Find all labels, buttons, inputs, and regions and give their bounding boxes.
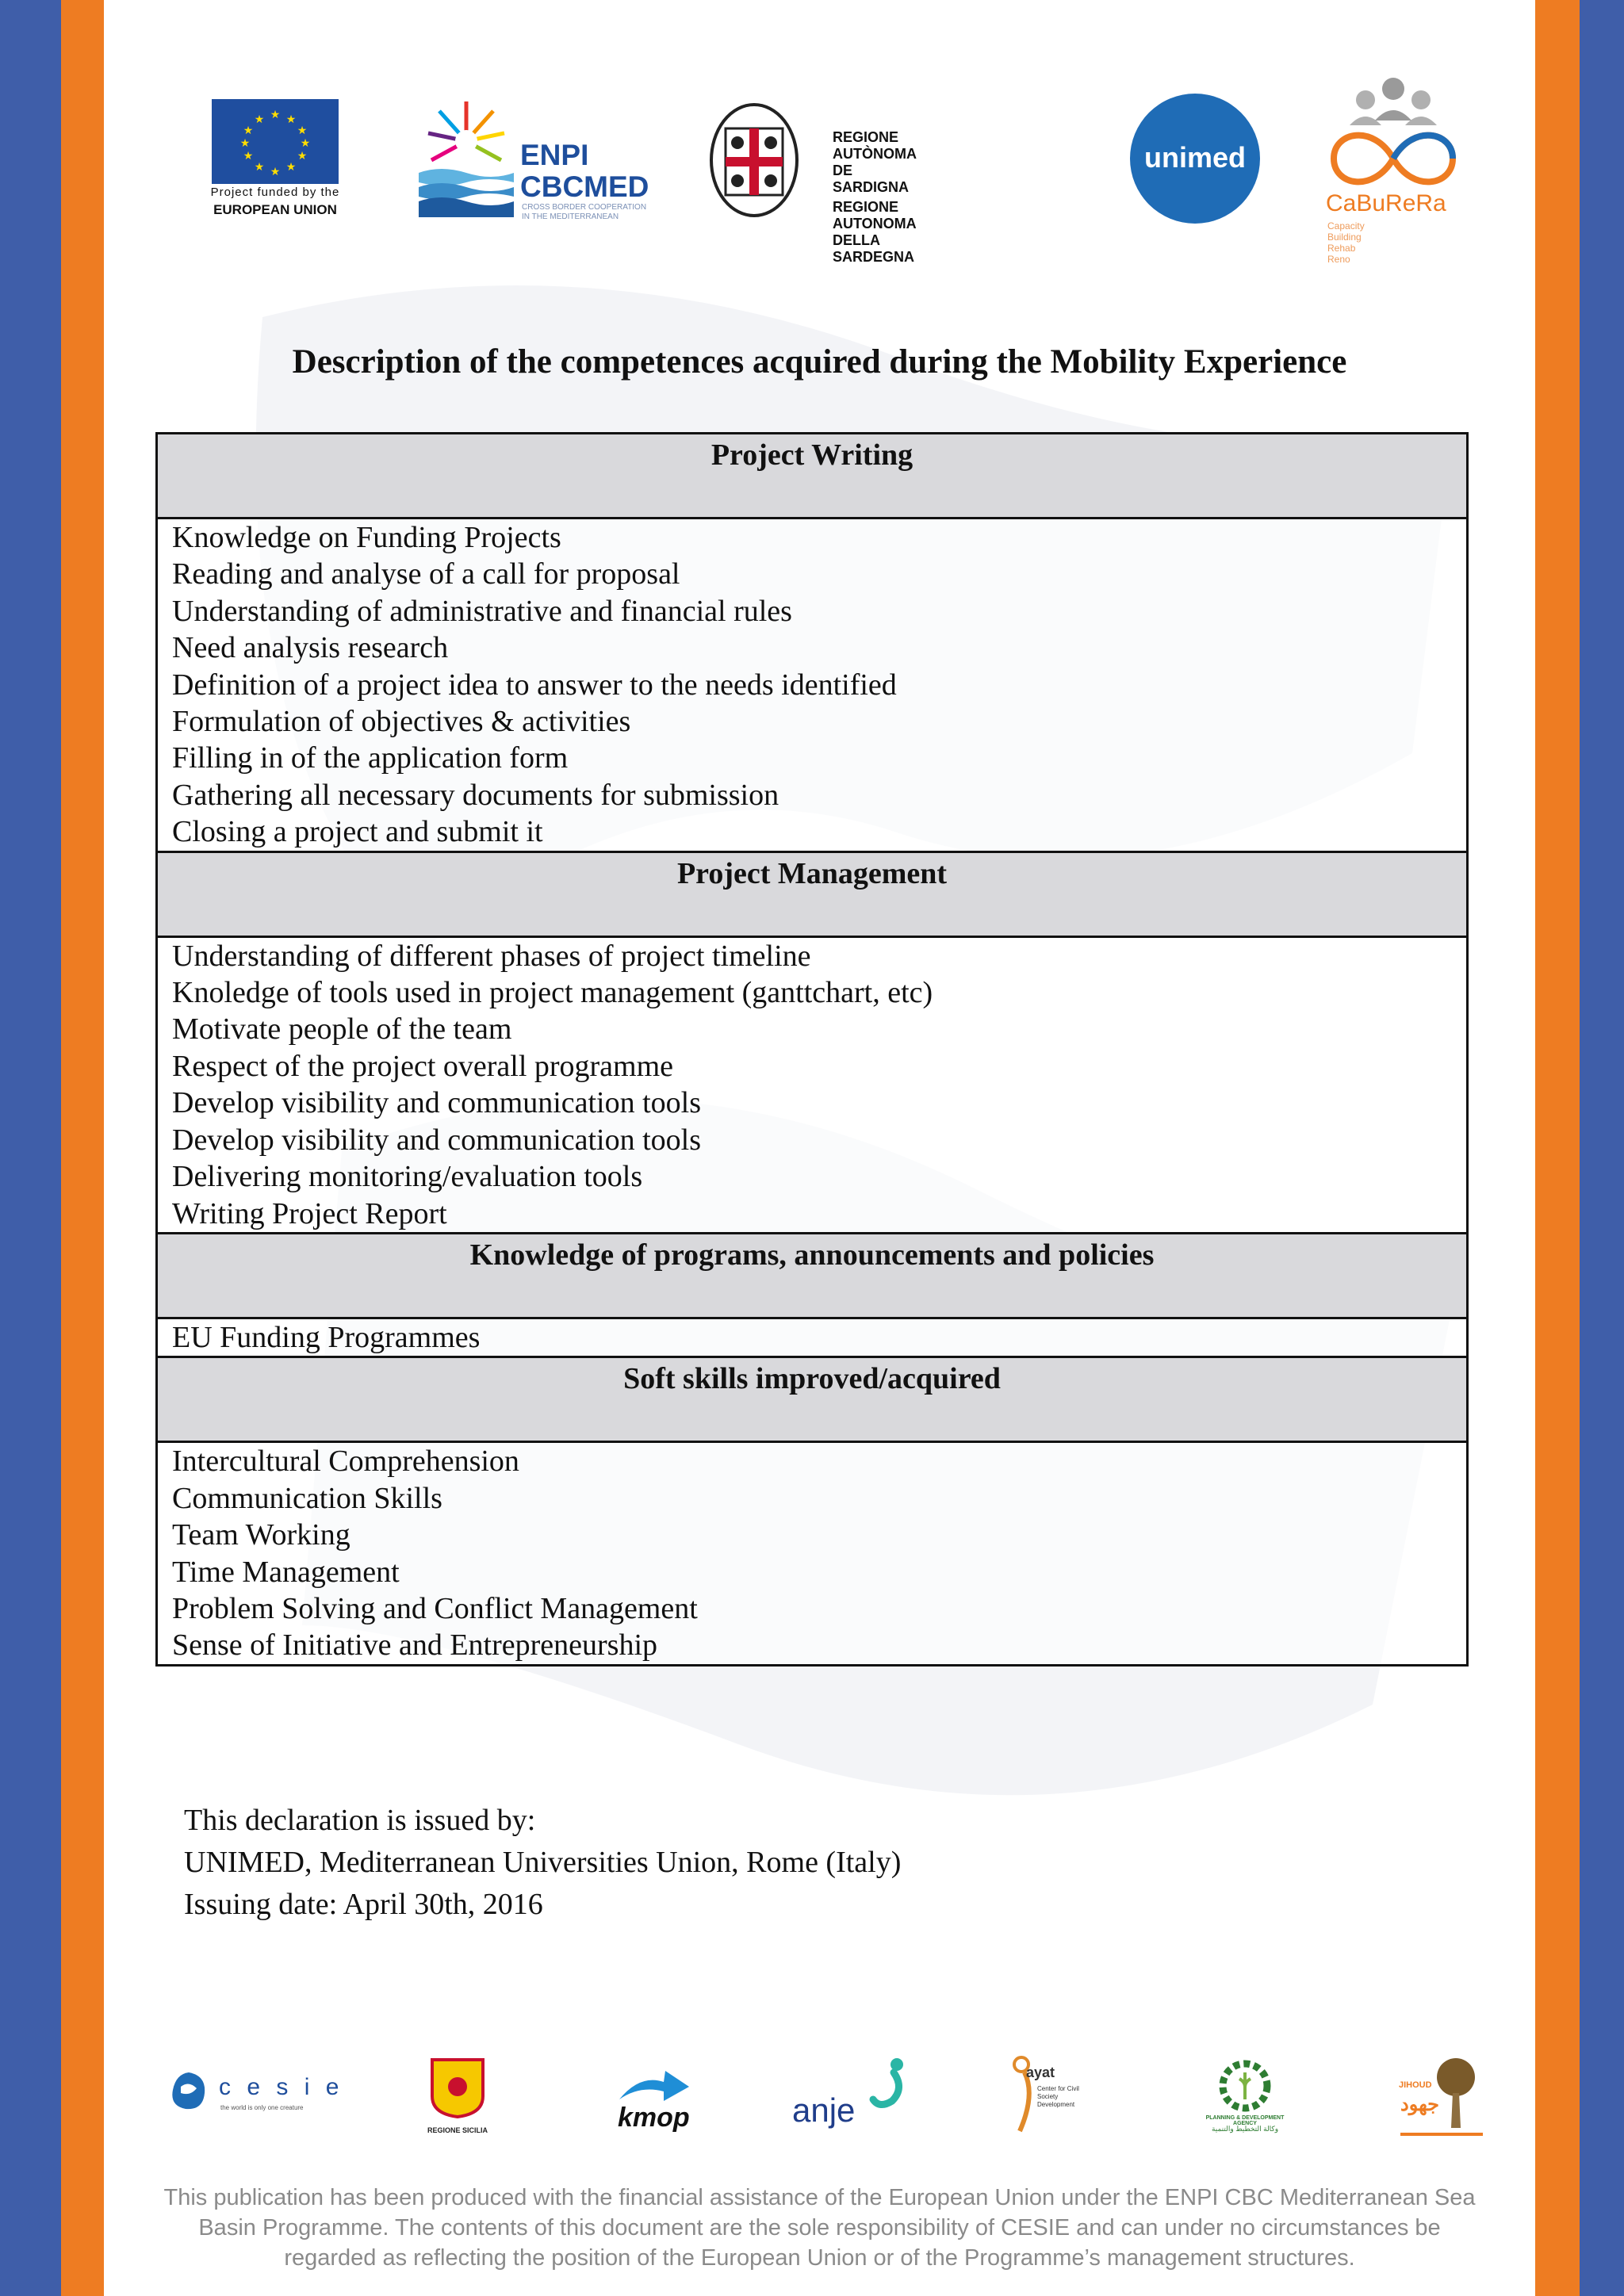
enpi-sub2: IN THE MEDITERRANEAN <box>522 212 619 221</box>
svg-text:★: ★ <box>243 150 254 163</box>
svg-text:★: ★ <box>297 124 308 137</box>
competence-item: Communication Skills <box>172 1481 442 1515</box>
disclaimer-line1: This publication has been produced with the financial assistance of the European Union under the ENPI CBC Mediterranean Sea <box>163 2185 1476 2210</box>
section-items-programs-policies <box>157 1318 1468 1357</box>
sicilia-label: REGIONE SICILIA <box>427 2126 488 2134</box>
kmop-logo <box>615 2058 694 2137</box>
cesie-tagline: the world is only one creature <box>220 2104 304 2111</box>
anje-figure-icon <box>865 2057 913 2120</box>
competence-item: Time Management <box>172 1555 400 1589</box>
svg-text:★: ★ <box>270 166 281 178</box>
competence-item: Definition of a project idea to answer to the needs identified <box>172 668 897 702</box>
disclaimer-line2: Basin Programme. The contents of this document are the sole responsibility of CESIE and can under no circumstances be <box>198 2215 1441 2241</box>
competence-item: Team Working <box>172 1518 350 1552</box>
enpi-sub1: CROSS BORDER COOPERATION <box>522 203 647 212</box>
kmop-name: kmop <box>618 2103 690 2133</box>
enpi-line2: CBCMED <box>520 170 649 203</box>
disclaimer-note <box>104 2183 1535 2273</box>
competence-item: Knoledge of tools used in project management (ganttchart, etc) <box>172 976 933 1010</box>
section-heading-soft-skills: Soft skills improved/acquired <box>157 1357 1468 1442</box>
svg-text:★: ★ <box>243 124 254 137</box>
competence-item: Understanding of different phases of project timeline <box>172 939 811 973</box>
enpi-line1: ENPI <box>520 139 589 171</box>
competence-item: Gathering all necessary documents for submission <box>172 778 779 812</box>
right-blue-border <box>1580 0 1624 2296</box>
right-orange-border <box>1535 0 1580 2296</box>
competence-item: Filling in of the application form <box>172 741 569 775</box>
svg-text:★: ★ <box>239 137 251 150</box>
jihoud-logo <box>1397 2057 1489 2144</box>
hayat-name: ayat <box>1026 2064 1055 2080</box>
anje-name: anje <box>792 2091 856 2129</box>
cesie-name: c e s i e <box>219 2074 344 2100</box>
kmop-arrow-icon <box>616 2058 692 2106</box>
competence-item: Respect of the project overall programme <box>172 1049 674 1083</box>
competence-item: Problem Solving and Conflict Management <box>172 1591 698 1625</box>
caburera-people-icon <box>1326 76 1461 195</box>
jihoud-underline <box>1400 2133 1483 2136</box>
svg-text:★: ★ <box>300 137 311 150</box>
jihoud-name-ar: جهود <box>1400 2094 1439 2115</box>
competence-item: EU Funding Programmes <box>172 1320 481 1354</box>
competence-item: Delivering monitoring/evaluation tools <box>172 1160 643 1194</box>
competence-item: Intercultural Comprehension <box>172 1445 519 1479</box>
section-items-project-management <box>157 936 1468 1233</box>
competence-item: Writing Project Report <box>172 1196 447 1230</box>
section-heading-project-management: Project Management <box>157 851 1468 936</box>
gear-wheat-icon <box>1217 2058 1273 2114</box>
declaration-block <box>184 1800 901 1926</box>
declaration-issued-by: This declaration is issued by: <box>184 1804 536 1837</box>
competence-item: Formulation of objectives & activities <box>172 705 631 739</box>
cesie-logo <box>167 2069 344 2117</box>
section-items-project-writing <box>157 519 1468 852</box>
competence-item: Motivate people of the team <box>172 1012 512 1047</box>
caburera-tagline: Capacity Building Rehab Reno <box>1327 220 1365 265</box>
cesie-icon <box>167 2069 211 2114</box>
eu-logo-line1: Project funded by the <box>210 186 340 199</box>
hayat-logo <box>1009 2055 1096 2142</box>
svg-text:★: ★ <box>297 150 308 163</box>
competence-item: Need analysis research <box>172 631 449 665</box>
sardegna-line1: REGIONE AUTÒNOMA <box>833 129 917 162</box>
disclaimer-line3: regarded as reflecting the position of the European Union or of the Programme’s management structures. <box>284 2245 1355 2271</box>
svg-text:★: ★ <box>285 161 297 174</box>
competence-item: Sense of Initiative and Entrepreneurship <box>172 1628 658 1663</box>
section-items-soft-skills <box>157 1442 1468 1665</box>
svg-text:★: ★ <box>270 109 281 121</box>
planning-name-ar: وكالة التخطيط والتنمية <box>1211 2125 1279 2133</box>
left-orange-border <box>61 0 104 2296</box>
sardegna-line4: DELLA SARDEGNA <box>833 232 915 265</box>
planning-agency-logo <box>1193 2058 1297 2137</box>
sardegna-crest-icon <box>708 100 800 224</box>
anje-logo <box>789 2057 916 2136</box>
planning-name: PLANNING & DEVELOPMENT AGENCY <box>1205 2115 1285 2126</box>
declaration-issuer: UNIMED, Mediterranean Universities Union, Rome (Italy) <box>184 1846 902 1879</box>
svg-text:★: ★ <box>254 113 265 126</box>
left-blue-border <box>0 0 61 2296</box>
sardegna-line3: REGIONE AUTONOMA <box>833 199 917 232</box>
regione-sicilia-logo <box>424 2057 491 2144</box>
eu-logo-line2: EUROPEAN UNION <box>213 202 337 217</box>
competence-item: Understanding of administrative and financial rules <box>172 594 792 628</box>
hayat-sub: Center for Civil Society Development <box>1037 2085 1079 2108</box>
svg-text:★: ★ <box>254 161 265 174</box>
unimed-label: unimed <box>1143 141 1246 174</box>
competence-item: Closing a project and submit it <box>172 815 543 849</box>
sardegna-line2: DE SARDIGNA <box>833 163 910 195</box>
svg-text:★: ★ <box>285 113 297 126</box>
section-heading-programs-policies: Knowledge of programs, announcements and policies <box>157 1233 1468 1318</box>
eu-flag-icon <box>212 99 339 184</box>
tree-icon <box>1432 2057 1480 2128</box>
enpi-sun-icon <box>417 94 515 227</box>
caburera-name: CaBuReRa <box>1326 190 1446 216</box>
jihoud-name: JIHOUD <box>1399 2080 1432 2090</box>
competence-item: Reading and analyse of a call for proposal <box>172 557 680 591</box>
declaration-date: Issuing date: April 30th, 2016 <box>184 1888 543 1921</box>
page-title: Description of the competences acquired during the Mobility Experience <box>292 343 1347 381</box>
competence-item: Develop visibility and communication tools <box>172 1123 702 1157</box>
competence-item: Develop visibility and communication tools <box>172 1086 702 1120</box>
sicilia-shield-icon <box>429 2057 486 2118</box>
competences-table <box>155 432 1469 1667</box>
section-heading-project-writing: Project Writing <box>157 434 1468 519</box>
competence-item: Knowledge on Funding Projects <box>172 521 561 554</box>
